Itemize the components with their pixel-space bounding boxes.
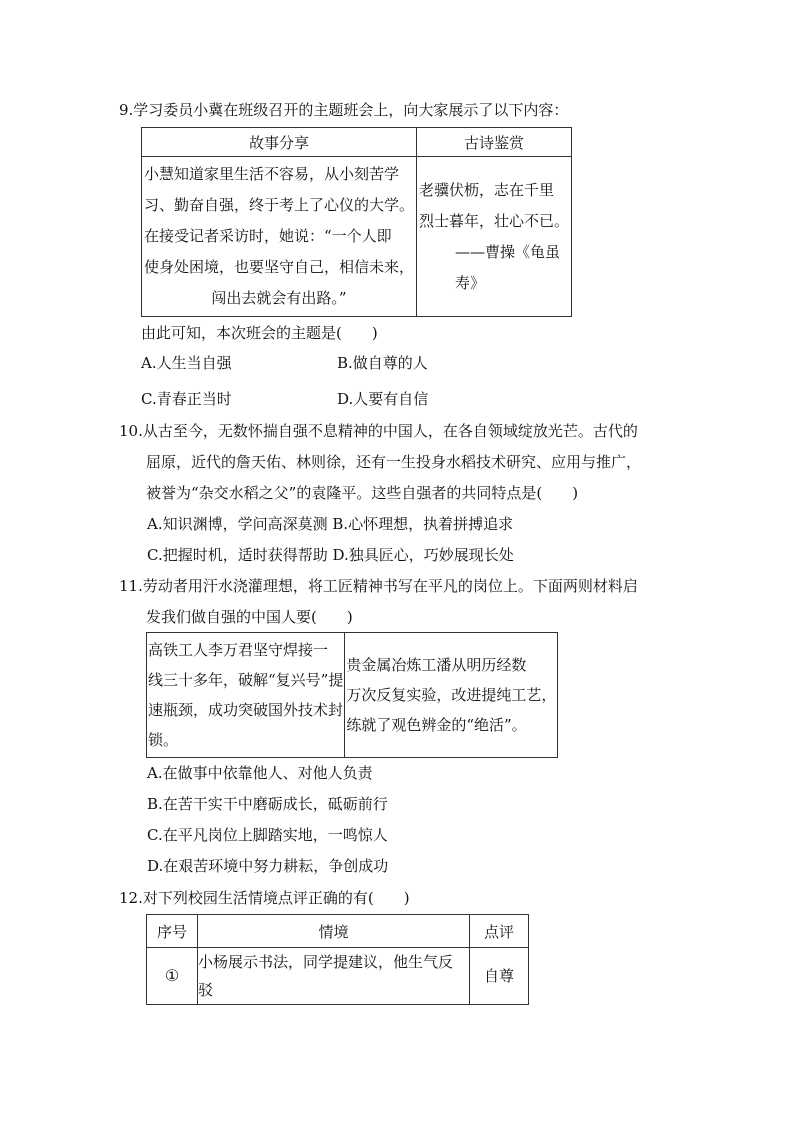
- q9-story-line: 闯出去就会有出路。”: [211, 289, 347, 307]
- q10-stem: [119, 416, 679, 509]
- q9-poem-line: 寿》: [455, 273, 486, 292]
- q9-header-poem: 古诗鉴赏: [417, 128, 572, 157]
- q12-header-situation: 情境: [198, 915, 470, 948]
- q9-poem-line: 老骥伏枥，志在千里: [419, 180, 555, 199]
- q9-story-cell: [142, 157, 417, 317]
- q11-right-cell: [345, 633, 558, 758]
- q11-option-c[interactable]: C.在平凡岗位上脚踏实地，一鸣惊人: [147, 826, 388, 844]
- q9-options: [141, 345, 428, 417]
- q11-table: [146, 632, 558, 758]
- q9-option-d[interactable]: D.人要有自信: [337, 390, 429, 408]
- q12-row-no: ①: [147, 948, 198, 1005]
- q9-story-line: 小慧知道家里生活不容易，从小刻苦学: [144, 165, 400, 183]
- q9-option-b[interactable]: B.做自尊的人: [337, 354, 428, 372]
- q11-stem: [119, 571, 679, 633]
- q11-right-line: 贵金属冶炼工潘从明历经数: [346, 656, 527, 674]
- q10-option-ab[interactable]: A.知识渊博，学问高深莫测 B.心怀理想，执着拼搏追求: [147, 515, 514, 533]
- q12-row-comment: 自尊: [470, 948, 529, 1005]
- q12-row-situation: [198, 948, 470, 1005]
- q12-table: [146, 914, 529, 1005]
- q9-option-c[interactable]: C.青春正当时: [141, 390, 232, 408]
- q9-ask: 由此可知，本次班会的主题是( ): [141, 324, 378, 342]
- q11-options: [147, 758, 707, 882]
- q10-line: 被誉为“杂交水稻之父”的袁隆平。这些自强者的共同特点是( ): [146, 484, 579, 502]
- q12-situation-line: 驳: [198, 981, 214, 999]
- q11-right-line: 练就了观色辨金的“绝活”。: [346, 716, 527, 734]
- q9-poem-line: ——曹操《龟虽: [455, 242, 561, 261]
- q9-table: [141, 127, 572, 317]
- q12-header-comment: 点评: [470, 915, 529, 948]
- q9-poem-line: 烈士暮年，壮心不已。: [419, 211, 570, 230]
- q12-stem: 12.对下列校园生活情境点评正确的有( ): [119, 889, 410, 907]
- q11-left-line: 速瓶颈，成功突破国外技术封: [148, 701, 344, 719]
- q12-header-no: 序号: [147, 915, 198, 948]
- q9-stem: 9.学习委员小冀在班级召开的主题班会上，向大家展示了以下内容：: [119, 101, 569, 119]
- q11-right-line: 万次反复实验，改进提纯工艺，: [346, 686, 557, 704]
- q11-left-line: 锁。: [148, 731, 179, 749]
- q9-story-line: 习、勤奋自强，终于考上了心仪的大学。: [144, 196, 415, 214]
- q12-situation-line: 小杨展示书法，同学提建议，他生气反: [198, 953, 454, 971]
- table-row: [147, 948, 529, 1005]
- q9-story-line: 在接受记者采访时，她说：“一个人即: [144, 227, 392, 245]
- q11-option-d[interactable]: D.在艰苦环境中努力耕耘，争创成功: [147, 857, 389, 875]
- q11-left-line: 线三十多年，破解“复兴号”提: [148, 671, 344, 689]
- q10-line: 屈原，近代的詹天佑、林则徐，还有一生投身水稻技术研究、应用与推广，: [146, 453, 642, 471]
- q9-header-story: 故事分享: [142, 128, 417, 157]
- q10-line: 10.从古至今，无数怀揣自强不息精神的中国人，在各自领域绽放光芒。古代的: [119, 422, 638, 440]
- q11-line: 11.劳动者用汗水浇灌理想，将工匠精神书写在平凡的岗位上。下面两则材料启: [119, 577, 638, 595]
- q10-option-cd[interactable]: C.把握时机，适时获得帮助 D.独具匠心，巧妙展现长处: [147, 546, 514, 564]
- q9-poem-cell: [417, 157, 572, 317]
- q11-line: 发我们做自强的中国人要( ): [146, 608, 353, 626]
- q10-options: [147, 509, 707, 571]
- q9-option-a[interactable]: A.人生当自强: [141, 354, 232, 372]
- q11-option-b[interactable]: B.在苦干实干中磨砺成长，砥砺前行: [147, 795, 388, 813]
- q11-left-line: 高铁工人李万君坚守焊接一: [148, 641, 329, 659]
- q9-story-line: 使身处困境，也要坚守自己，相信未来，: [144, 258, 415, 276]
- q11-left-cell: [147, 633, 345, 758]
- q11-option-a[interactable]: A.在做事中依靠他人、对他人负责: [147, 764, 373, 782]
